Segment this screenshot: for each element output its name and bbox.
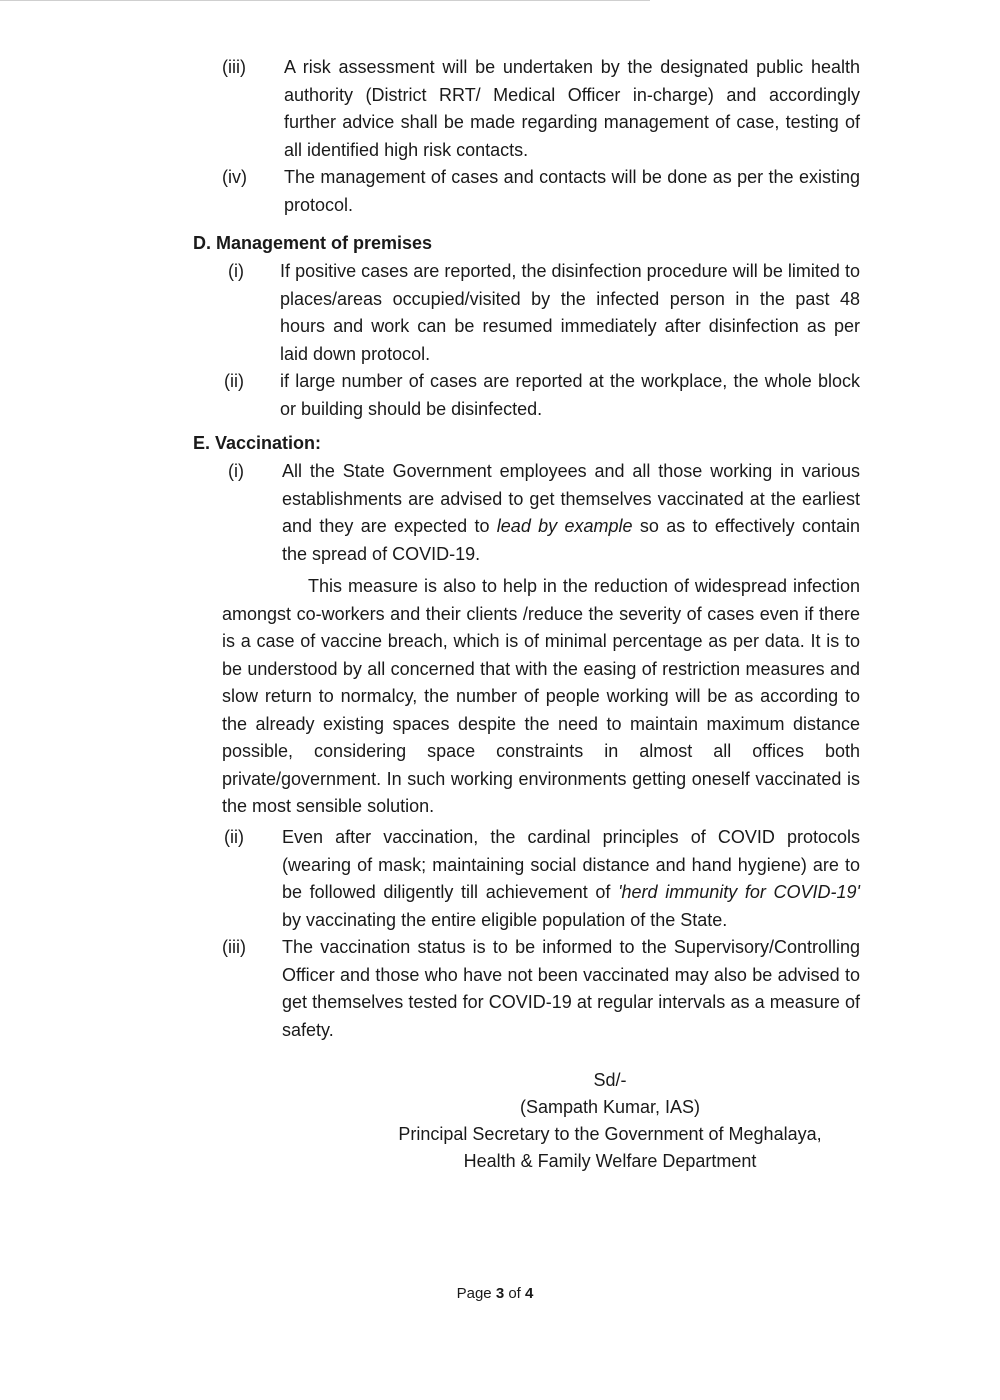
section-heading: E. Vaccination: bbox=[193, 433, 322, 453]
signatory-designation: Principal Secretary to the Government of Meghalaya, bbox=[398, 1124, 822, 1144]
of-word: of bbox=[508, 1285, 521, 1302]
item-number: (iv) bbox=[222, 167, 247, 187]
signature-sd: Sd/- bbox=[593, 1070, 627, 1090]
signatory-name: (Sampath Kumar, IAS) bbox=[519, 1097, 701, 1117]
item-number: (i) bbox=[228, 461, 244, 481]
item-text: A risk assessment will be undertaken by the designated public health authority (District RRT/ Medical Officer in-charge) and accordingly further advice shall be made regarding management of case, testing of all identified high risk contacts. bbox=[284, 57, 860, 160]
item-number: (ii) bbox=[224, 827, 244, 847]
body-paragraph: This measure is also to help in the reduction of widespread infection amongst co-workers and their clients /reduce the severity of cases even if there is a case of vaccine breach, which is of minimal percentage as per data. It is to be understood by all concerned that with the easing of restriction measures and slow return to normalcy, the number of people working will be as according to the already existing spaces despite the need to maintain maximum distance possible, considering space constraints in almost all offices both private/government. In such working environments getting oneself vaccinated is the most sensible solution. bbox=[222, 576, 860, 816]
item-text-emphasis: 'herd immunity for COVID-19' bbox=[618, 882, 860, 902]
page-number: 3 bbox=[495, 1285, 505, 1302]
signatory-department: Health & Family Welfare Department bbox=[463, 1151, 757, 1171]
section-heading: D. Management of premises bbox=[193, 233, 433, 253]
item-text bbox=[282, 824, 860, 934]
item-text: If positive cases are reported, the disinfection procedure will be limited to places/areas occupied/visited by the infected person in the past 48 hours and work can be resumed immediately after disinfection as per laid down protocol. bbox=[280, 261, 860, 364]
item-text: if large number of cases are reported at the workplace, the whole block or building should be disinfected. bbox=[280, 371, 860, 419]
item-text bbox=[282, 458, 860, 568]
page-footer bbox=[0, 1280, 990, 1308]
item-text-part: All the State Government employees and all those working in various establishments are advised to get themselves vaccinated at the earliest and they are expected to bbox=[282, 461, 860, 536]
scan-top-border bbox=[0, 0, 650, 1]
item-text-part: by vaccinating the entire eligible population of the State. bbox=[282, 909, 728, 930]
item-number: (iii) bbox=[222, 937, 246, 957]
item-number: (i) bbox=[228, 261, 244, 281]
item-number: (iii) bbox=[222, 57, 246, 77]
item-text-emphasis: lead by example bbox=[496, 516, 633, 536]
item-text-part: Even after vaccination, the cardinal principles of COVID protocols (wearing of mask; maintaining social distance and hand hygiene) are to be followed diligently till achievement of bbox=[282, 827, 860, 902]
item-text: The vaccination status is to be informed to the Supervisory/Controlling Officer and those who have not been vaccinated may also be advised to get themselves tested for COVID-19 at regular intervals as a measure of safety. bbox=[282, 937, 860, 1040]
page-total: 4 bbox=[525, 1285, 534, 1302]
item-number: (ii) bbox=[224, 371, 244, 391]
item-text: The management of cases and contacts will be done as per the existing protocol. bbox=[284, 167, 860, 215]
page-word: Page bbox=[456, 1285, 492, 1302]
item-text-part: so as to effectively contain the spread of COVID-19. bbox=[282, 516, 860, 564]
